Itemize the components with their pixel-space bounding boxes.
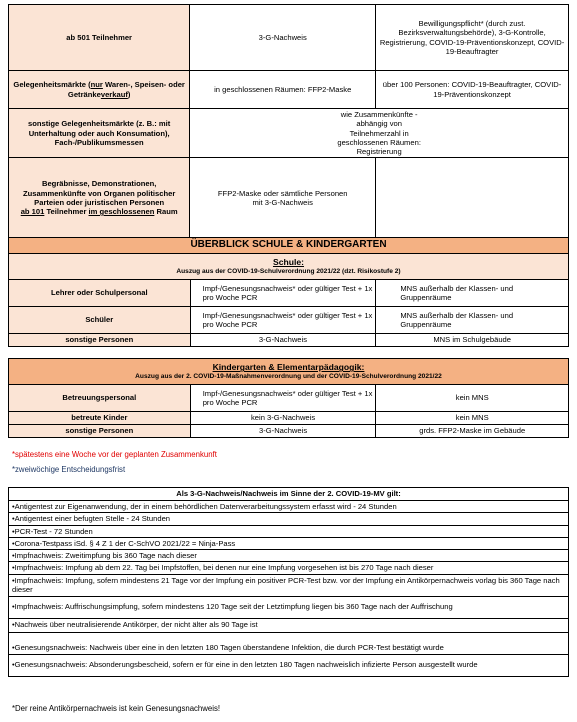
row-requirement: kein 3-G-Nachweis xyxy=(190,412,376,425)
proof-header: Als 3-G-Nachweis/Nachweis im Sinne der 2. COVID-19-MV gilt: xyxy=(9,488,569,501)
section-header: ÜBERBLICK SCHULE & KINDERGARTEN xyxy=(9,238,569,254)
row-label: sonstige Gelegenheitsmärkte (z. B.: mit Unterhaltung oder auch Konsumation), Fach-/Publikumsmessen xyxy=(9,109,190,158)
row-requirement: Impf-/Genesungsnachweis* oder gültiger Test + 1x pro Woche PCR xyxy=(190,307,376,334)
row-obligations: über 100 Personen: COVID-19-Beauftragter, COVID-19-Präventionskonzept xyxy=(376,71,569,109)
row-mask-rule: kein MNS xyxy=(376,385,569,412)
row-requirement: Impf-/Genesungsnachweis* oder gültiger Test + 1x pro Woche PCR xyxy=(190,385,376,412)
row-requirement: 3-G-Nachweis xyxy=(190,425,376,438)
row-requirement: 3-G-Nachweis xyxy=(190,5,376,71)
row-requirement: wie Zusammenkünfte - abhängig von Teilnehmerzahl in geschlossenen Räumen: Registrierung xyxy=(190,109,569,158)
row-mask-rule: MNS außerhalb der Klassen- und Gruppenräume xyxy=(376,307,569,334)
proof-item: •Impfnachweis: Auffrischungsimpfung, sofern mindestens 120 Tage seit der Letztimpfung liegen bis 360 Tage nach der Auffrischung xyxy=(9,596,569,618)
proof-item: •Nachweis über neutralisierende Antikörper, der nicht älter als 90 Tage ist xyxy=(9,618,569,632)
row-label: betreute Kinder xyxy=(9,412,191,425)
final-note: *Der reine Antikörpernachweis ist kein Genesungsnachweis! xyxy=(12,704,221,713)
row-mask-rule: MNS außerhalb der Klassen- und Gruppenräume xyxy=(376,280,569,307)
proof-item: •PCR-Test - 72 Stunden xyxy=(9,525,569,537)
row-mask-rule: MNS im Schulgebäude xyxy=(376,334,569,347)
proof-item: •Impfnachweis: Impfung ab dem 22. Tag bei Impfstoffen, bei denen nur eine Impfung vorgesehen ist bis 270 Tage nach dieser xyxy=(9,562,569,574)
school-table xyxy=(8,237,569,347)
row-requirement: in geschlossenen Räumen: FFP2-Maske xyxy=(190,71,376,109)
footnote-decision: *zweiwöchige Entscheidungsfrist xyxy=(12,465,126,474)
row-requirement: Impf-/Genesungsnachweis* oder gültiger Test + 1x pro Woche PCR xyxy=(190,280,376,307)
row-mask-rule: kein MNS xyxy=(376,412,569,425)
row-requirement: 3-G-Nachweis xyxy=(190,334,376,347)
subsection-note: Auszug aus der COVID-19-Schulverordnung 2021/22 (dzt. Risikostufe 2) xyxy=(176,267,401,275)
proof-item: •Antigentest einer befugten Stelle - 24 Stunden xyxy=(9,513,569,525)
row-label: sonstige Personen xyxy=(9,425,191,438)
row-label: Lehrer oder Schulpersonal xyxy=(9,280,191,307)
row-mask-rule: grds. FFP2-Maske im Gebäude xyxy=(376,425,569,438)
kindergarten-title: Kindergarten & Elementarpädagogik: xyxy=(212,362,365,373)
proof-item: •Corona-Testpass iSd. § 4 Z 1 der C-SchVO 2021/22 = Ninja-Pass xyxy=(9,537,569,549)
proof-item: •Antigentest zur Eigenanwendung, der in einem behördlichen Datenverarbeitungssystem erfasst wird - 24 Stunden xyxy=(9,501,569,513)
events-table xyxy=(8,4,569,238)
kindergarten-header xyxy=(9,359,569,385)
proof-item: •Genesungsnachweis: Nachweis über eine in den letzten 180 Tagen überstandene Infektion, die durch PCR-Test bestätigt wurde xyxy=(9,632,569,654)
row-label: Begräbnisse, Demonstrationen, Zusammenkünfte von Organen politischer Parteien oder juristischen Personen ab 101 Teilnehmer im geschlossenen Raum xyxy=(9,158,190,238)
proof-item: •Impfnachweis: Zweitimpfung bis 360 Tage nach dieser xyxy=(9,550,569,562)
row-label: ab 501 Teilnehmer xyxy=(9,5,190,71)
row-label: Schüler xyxy=(9,307,191,334)
row-obligations xyxy=(376,158,569,238)
row-requirement: FFP2-Maske oder sämtliche Personen mit 3-G-Nachweis xyxy=(190,158,376,238)
kindergarten-note: Auszug aus der 2. COVID-19-Maßnahmenverordnung und der COVID-19-Schulverordnung 2021/22 xyxy=(135,372,442,380)
row-label: sonstige Personen xyxy=(9,334,191,347)
proof-table xyxy=(8,487,569,677)
kindergarten-table xyxy=(8,358,569,438)
subsection-header xyxy=(9,254,569,280)
proof-item: •Impfnachweis: Impfung, sofern mindestens 21 Tage vor der Impfung ein positiver PCR-Test bzw. vor der Impfung ein Antikörpernachweis vorlag bis 360 Tage nach dieser xyxy=(9,574,569,596)
subsection-title: Schule: xyxy=(272,257,305,268)
footnote-deadline: *spätestens eine Woche vor der geplanten Zusammenkunft xyxy=(12,450,217,459)
row-label: Gelegenheitsmärkte (nur Waren-, Speisen- oder Getränkeverkauf) xyxy=(9,71,190,109)
proof-item: •Genesungsnachweis: Absonderungsbescheid, sofern er für eine in den letzten 180 Tagen nachweislich infizierte Person ausgestellt wurde xyxy=(9,654,569,676)
row-obligations: Bewilligungspflicht* (durch zust. Bezirksverwaltungsbehörde), 3-G-Kontrolle, Registrierung, COVID-19-Präventionskonzept, COVID-19-Beauftragter xyxy=(376,5,569,71)
row-label: Betreuungspersonal xyxy=(9,385,191,412)
